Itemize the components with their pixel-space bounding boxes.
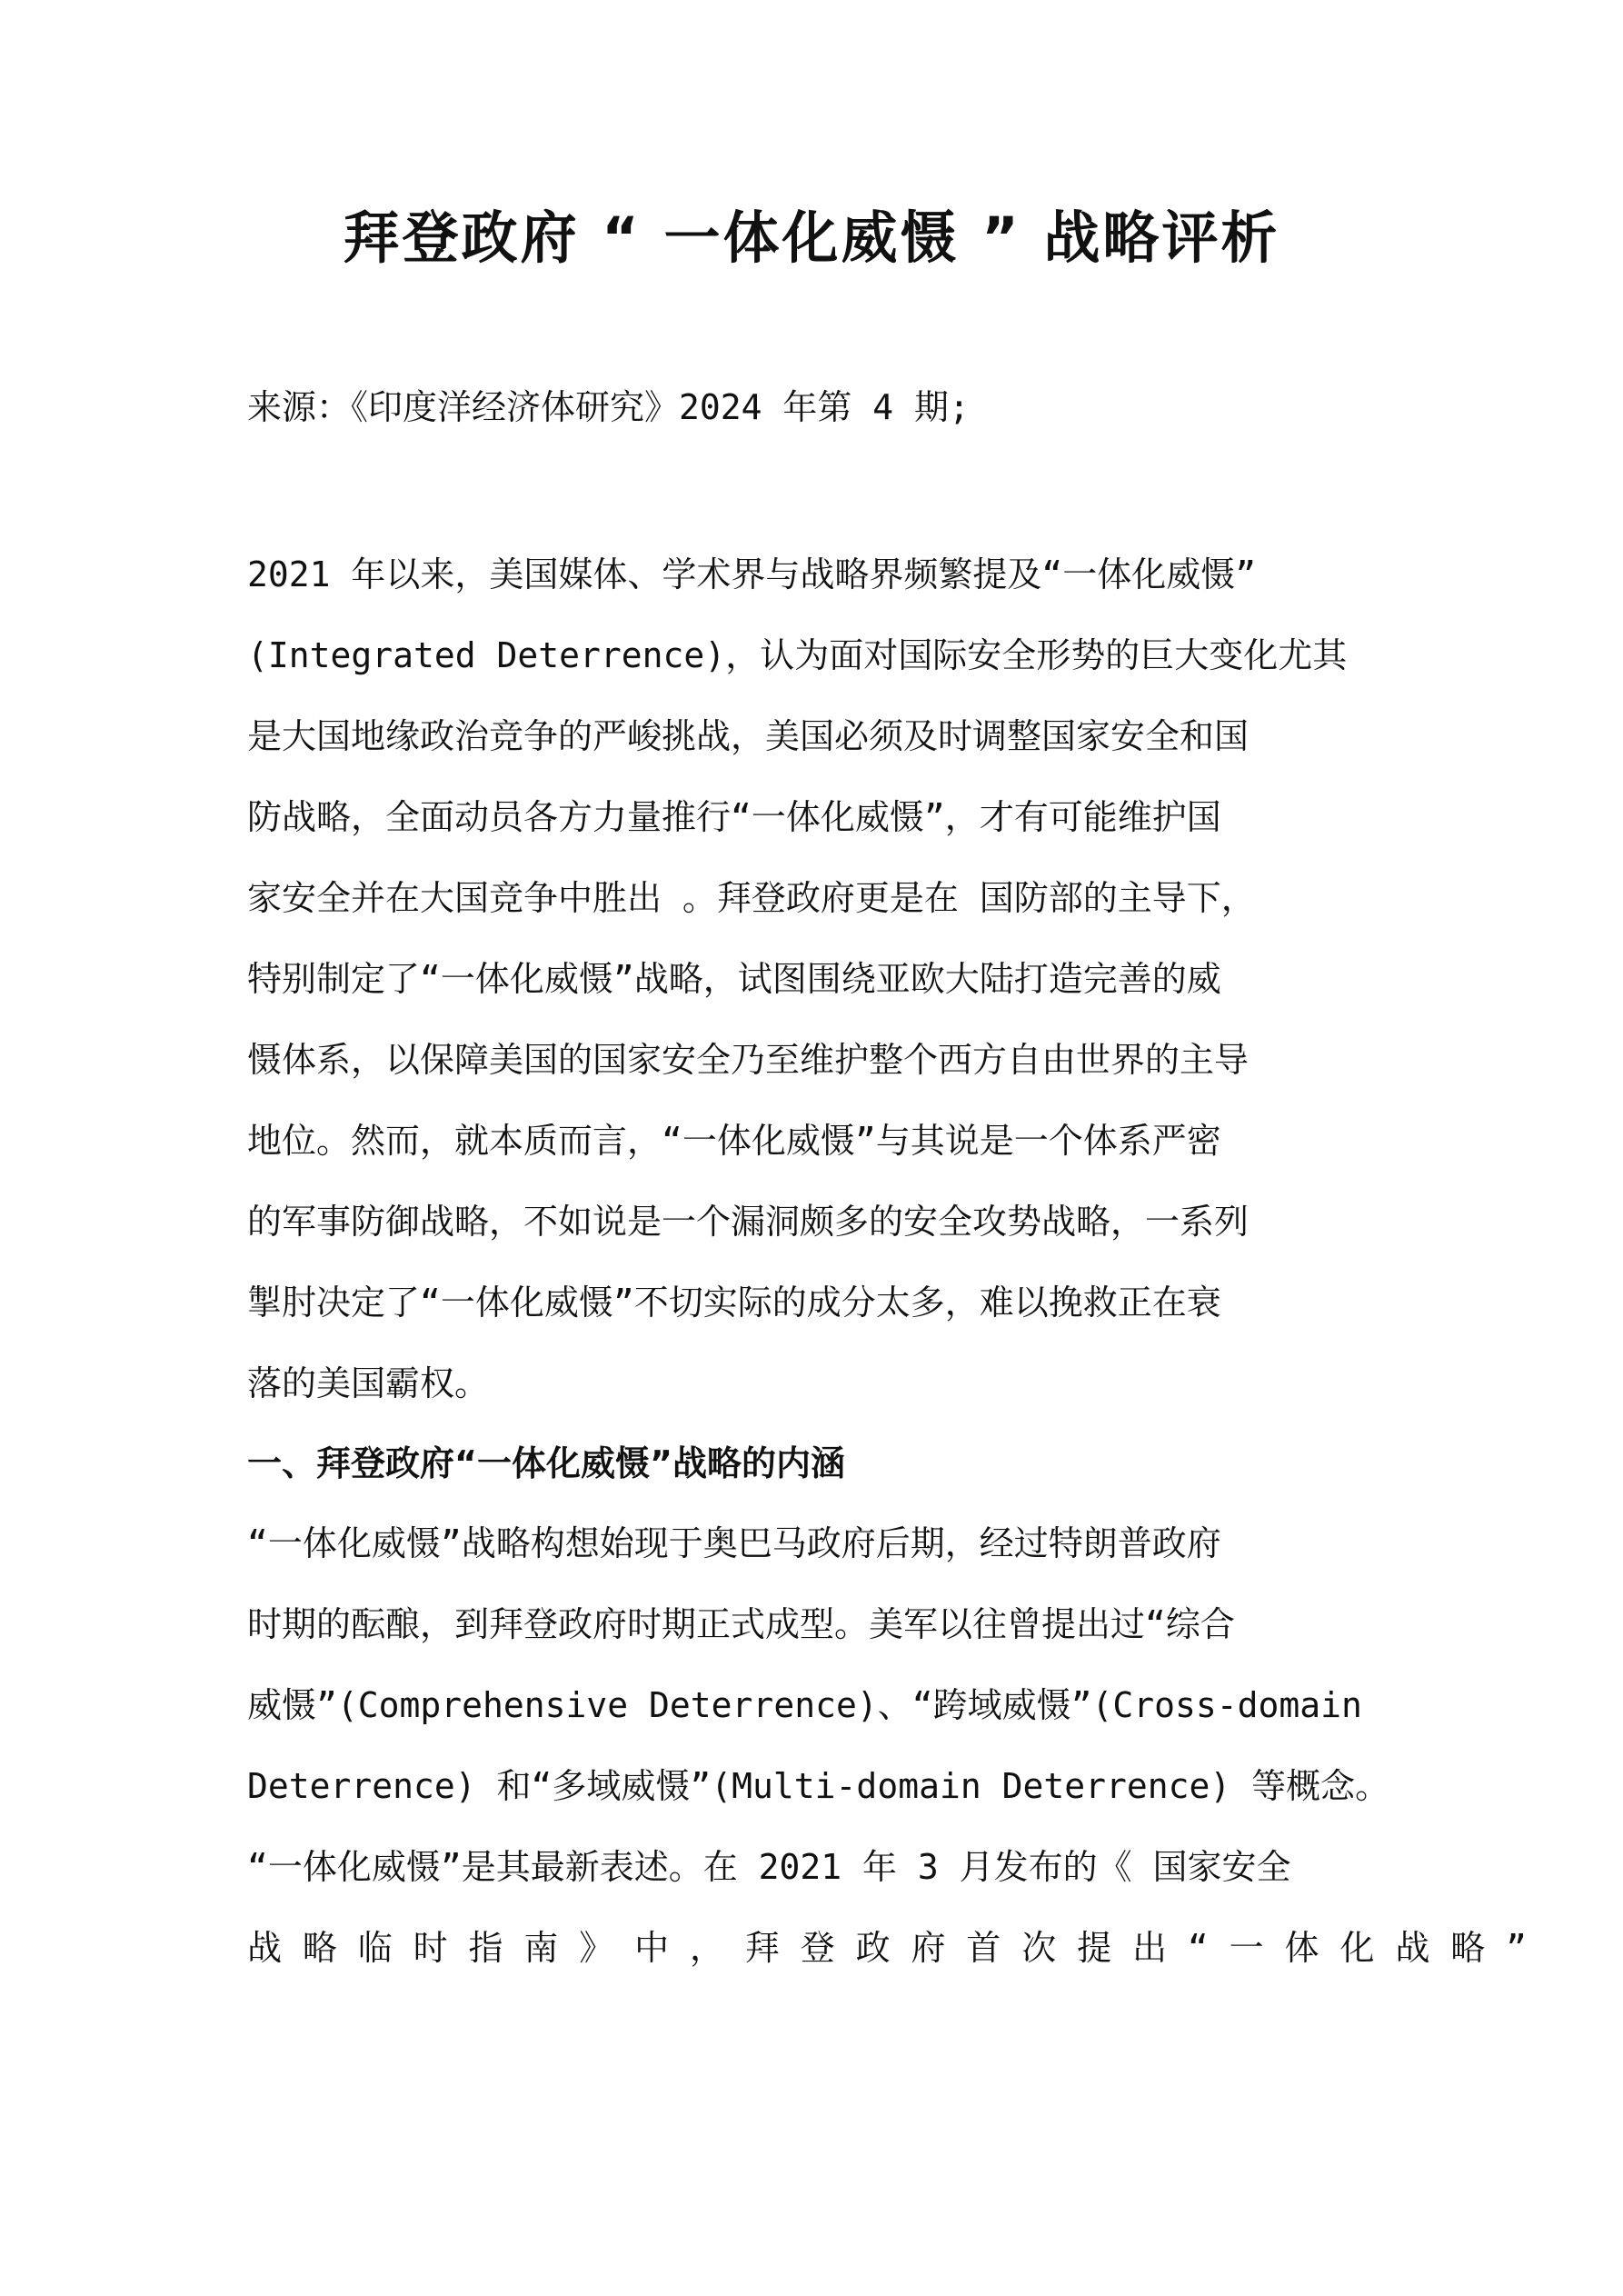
- paragraph-line: (Integrated Deterrence)，认为面对国际安全形势的巨大变化尤其: [247, 635, 1348, 675]
- paragraph-line: 慑体系，以保障美国的国家安全乃至维护整个西方自由世界的主导: [247, 1040, 1250, 1080]
- paragraph-line: “一体化威慑”是其最新表述。在 2021 年 3 月发布的《 国家安全: [247, 1847, 1291, 1887]
- paragraph-line: 掣肘决定了“一体化威慑”不切实际的成分太多，难以挽救正在衰: [247, 1283, 1221, 1323]
- paragraph-line: “一体化威慑”战略构想始现于奥巴马政府后期，经过特朗普政府: [247, 1523, 1221, 1563]
- paragraph-line: 战 略 临 时 指 南 》 中 ， 拜 登 政 府 首 次 提 出 “ 一 体 化 战 略 ”: [247, 1928, 1527, 1968]
- document-title: 拜登政府 “ 一体化威慑 ” 战略评析: [343, 205, 1280, 271]
- paragraph-line: 的军事防御战略，不如说是一个漏洞颇多的安全攻势战略，一系列: [247, 1202, 1250, 1242]
- paragraph-line: 是大国地缘政治竞争的严峻挑战，美国必须及时调整国家安全和国: [247, 716, 1250, 756]
- paragraph-line: 地位。然而，就本质而言，“一体化威慑”与其说是一个体系严密: [247, 1121, 1221, 1161]
- paragraph-line: 特别制定了“一体化威慑”战略，试图围绕亚欧大陆打造完善的威: [247, 959, 1221, 999]
- paragraph-line: 2021 年以来，美国媒体、学术界与战略界频繁提及“一体化威慑”: [247, 554, 1257, 594]
- paragraph-line: 时期的酝酿，到拜登政府时期正式成型。美军以往曾提出过“综合: [247, 1604, 1235, 1644]
- source-line: 来源：《印度洋经济体研究》2024 年第 4 期;: [247, 387, 970, 427]
- paragraph-line: 防战略，全面动员各方力量推行“一体化威慑”，才有可能维护国: [247, 797, 1221, 837]
- section-heading: 一、拜登政府“一体化威慑”战略的内涵: [247, 1443, 845, 1483]
- paragraph-line: 家安全并在大国竞争中胜出 。拜登政府更是在 国防部的主导下，: [247, 878, 1256, 918]
- paragraph-line: 威慑”(Comprehensive Deterrence)、“跨域威慑”(Cross-domain: [247, 1685, 1362, 1725]
- paragraph-line: 落的美国霸权。: [247, 1363, 490, 1403]
- paragraph-line: Deterrence) 和“多域威慑”(Multi-domain Deterrence) 等概念。: [247, 1766, 1390, 1806]
